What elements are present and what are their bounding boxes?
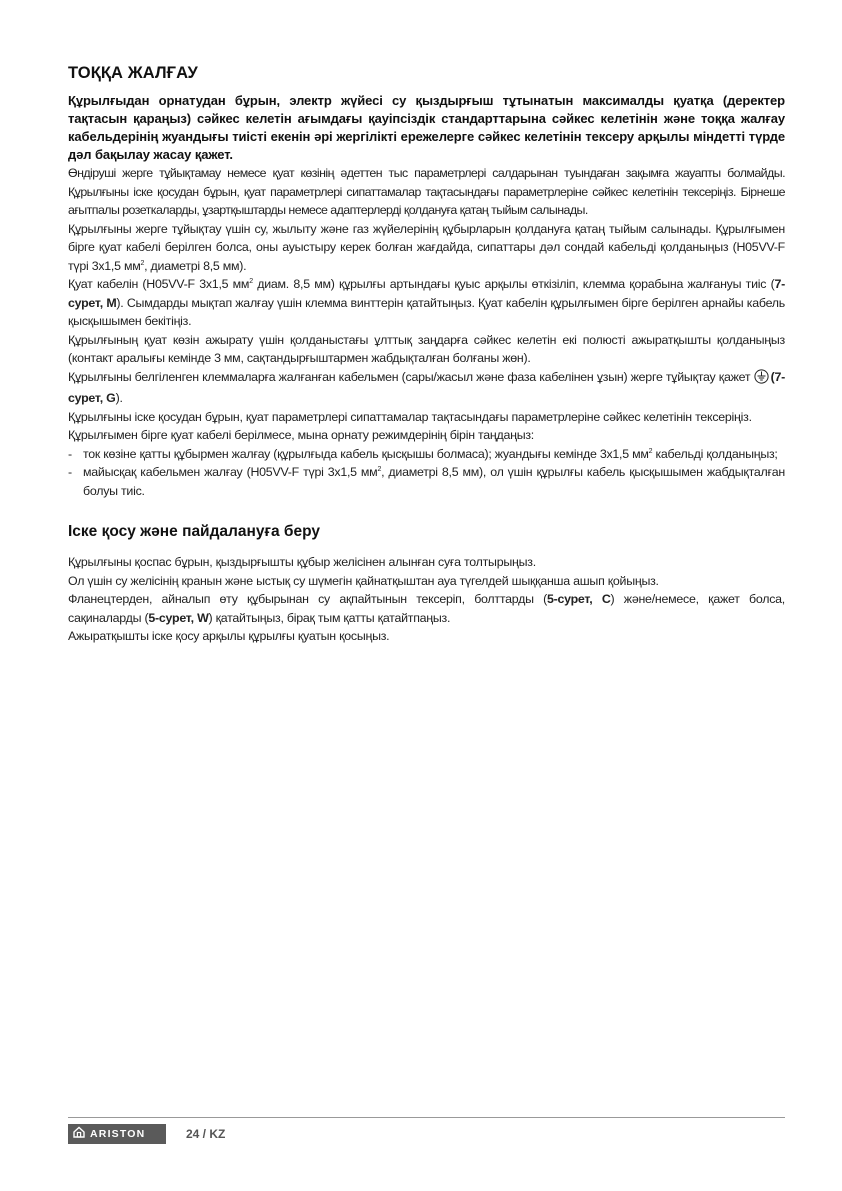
paragraph-power-cable-routing: Қуат кабелін (H05VV-F 3x1,5 $мм^2$ диам. 8,5 мм) құрылғы артындағы қуыс арқылы өткізіліп, клемма қорабына жалғануы тиіс (7-сурет, M). Сымдарды мықтап жалғау үшін клемма винттерін қатайтыңыз. Қуат кабелін құрылғымен бірге берілген арнайы кабель қысқышымен бекітіңіз. [68,277,785,328]
document-body [68,64,785,646]
paragraph-fill-heater: Құрылғыны қоспас бұрын, қыздырғышты құбыр желісінен алынған суға толтырыңыз. [68,555,536,569]
paragraph-ground-terminal: Құрылғыны белгіленген клеммаларға жалғанған кабельмен (сары/жасыл және фаза кабелінен ұзын) жерге тұйықтау қажет (7-сурет, G). [68,369,785,405]
paragraph-open-tap: Ол үшін су желісінің кранын және ыстық су шүмегін қайнатқыштан ауа түгелдей шыққанша ашып қойыңыз. [68,573,659,588]
section-title-commissioning: Іске қосу және пайдалануға беру [68,523,320,540]
page-footer [68,1124,225,1144]
section-title-power-connection: ТОҚҚА ЖАЛҒАУ [68,64,198,82]
paragraph-grounding-cable: Құрылғыны жерге тұйықтау үшін су, жылыту және газ жүйелерінің құбырларын қолдануға қатаң тыйым салынады. Құрылғымен бірге қуат кабелі берілген болса, оны ауыстыру керек болған жағдайда, сипаттары дәл сондай кабельді қолданыңыз (H05VV-F түрі 3x1,5 $мм^2$, диаметрі 8,5 мм). [68,221,785,273]
footer-divider [68,1117,785,1118]
brand-name: ARISTON [90,1128,146,1140]
page-number: 24 / KZ [186,1127,226,1141]
paragraph-install-modes-intro: Құрылғымен бірге қуат кабелі берілмесе, мына орнату режимдерінің бірін таңдаңыз: [68,428,534,442]
paragraph-check-parameters: Құрылғыны іске қосудан бұрын, қуат параметрлері сипаттамалар тақтасындағы параметрлеріне сәйкес келетінін тексеріңіз. [68,409,752,424]
list-item: - ток көзіне қатты құбырмен жалғау (құрылғыда кабель қысқышы болмаса); жуандығы кемінде 3x1,5 $мм^2$ кабельді қолданыңыз; [68,446,778,461]
paragraph-check-leaks: Фланецтерден, айналып өту құбырынан су ақпайтынын тексеріп, болттарды (5-сурет, C) және/немесе, қажет болса, сақиналарды (5-сурет, W) қатайтыңыз, бірақ тым қатты қатайтпаңыз. [68,592,786,625]
paragraph-manufacturer-liability: Өндіруші жерге тұйықтамау немесе қуат көзінің әдеттен тыс параметрлері салдарынан туындаған зақымға жауапты болмайды. Құрылғыны іске қосудан бұрын, қуат параметрлері сипаттамалар тақтасындағы параметрлеріне сәйкес келетінін тексеріңіз. Бірнеше ағытпалы розеткаларды, ұзартқыштарды немесе адаптерлерді қолдануға қатаң тыйым салынады. [68,166,785,217]
paragraph-power-on: Ажыратқышты іске қосу арқылы құрылғы қуатын қосыңыз. [68,629,390,643]
figure-ref-5c: 5-сурет, C [546,592,611,606]
warning-lead-paragraph: Құрылғыдан орнатудан бұрын, электр жүйесі су қыздырғыш тұтынатын максималды қуатқа (деректер тақтасын қараңыз) сәйкес келетін ағымдағы қауіпсіздік стандарттарына сәйкес келетінін және тоққа жалғау кабельдерінің жуандығы тиісті екенін әрі жергілікті ережелерге сәйкес келетінін тексеру арқылы міндетті түрде дәл бақылау жасау қажет. [68,93,785,162]
house-icon [73,1125,85,1143]
figure-ref-5w: 5-сурет, W [148,610,209,625]
ground-symbol-icon [754,369,769,390]
paragraph-bipolar-switch: Құрылғының қуат көзін ажырату үшін қолданыстағы ұлттық заңдарға сәйкес келетін екі полюсті ажыратқышты қолданыңыз (контакт аралығы кемінде 3 мм, сақтандырғыштармен жабдықталған болғаны жөн). [68,332,785,365]
ariston-logo [68,1124,166,1144]
list-item: - майысқақ кабельмен жалғау (H05VV-F түрі 3x1,5 $мм^2$, диаметрі 8,5 мм), ол үшін құрылғы кабель қысқышымен жабдықталған болуы тиіс. [68,465,785,498]
figure-ref-7g: (7-сурет, G [68,369,785,405]
figure-ref-7m: 7-сурет, M [68,277,785,310]
install-modes-list [68,445,785,501]
